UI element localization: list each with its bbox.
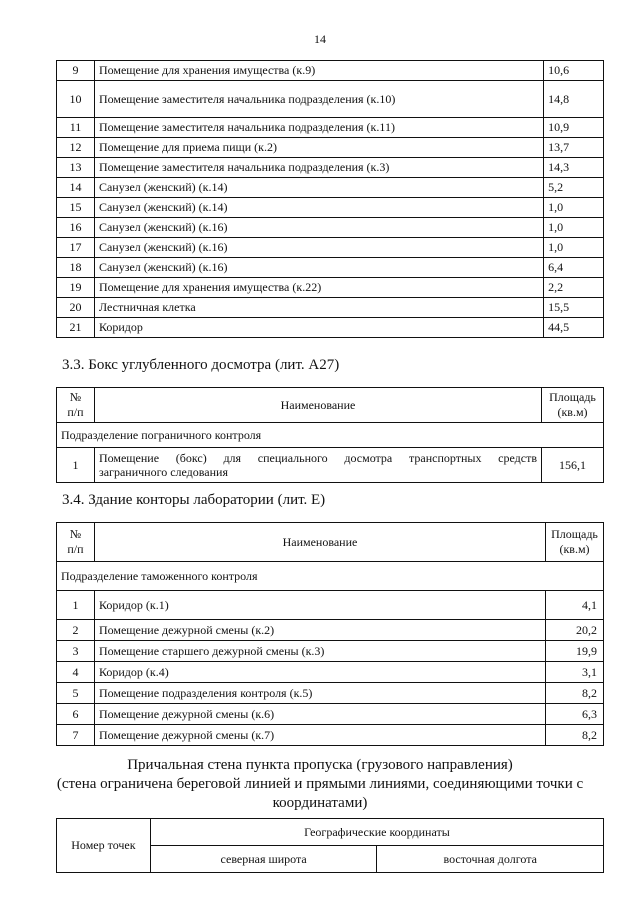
room-area: 10,6 <box>544 61 604 81</box>
table-row <box>57 158 604 178</box>
row-number: 2 <box>57 620 95 641</box>
coordinates-table <box>56 818 604 873</box>
room-area: 2,2 <box>544 278 604 298</box>
room-name: Санузел (женский) (к.16) <box>94 238 543 258</box>
room-name: Помещение старшего дежурной смены (к.3) <box>94 641 545 662</box>
room-area: 10,9 <box>544 118 604 138</box>
geo-coordinates-header: Географические координаты <box>150 819 603 846</box>
header-area: Площадь (кв.м) <box>542 388 604 423</box>
table-row <box>57 81 604 118</box>
row-number: 21 <box>57 318 95 338</box>
table-row <box>57 662 604 683</box>
room-area: 6,4 <box>544 258 604 278</box>
table-row <box>57 278 604 298</box>
room-area: 1,0 <box>544 238 604 258</box>
row-number: 17 <box>57 238 95 258</box>
room-name: Помещение подразделения контроля (к.5) <box>94 683 545 704</box>
table-row <box>57 641 604 662</box>
room-area: 5,2 <box>544 178 604 198</box>
table-row <box>57 725 604 746</box>
table-header-row <box>57 388 604 423</box>
row-number: 15 <box>57 198 95 218</box>
table-row <box>57 238 604 258</box>
room-name: Коридор (к.4) <box>94 662 545 683</box>
room-area: 14,8 <box>544 81 604 118</box>
room-name: Санузел (женский) (к.14) <box>94 178 543 198</box>
row-number: 11 <box>57 118 95 138</box>
row-number: 3 <box>57 641 95 662</box>
row-number: 5 <box>57 683 95 704</box>
room-name: Помещение дежурной смены (к.7) <box>94 725 545 746</box>
table-row <box>57 218 604 238</box>
table-row <box>57 198 604 218</box>
table-row <box>57 448 604 483</box>
row-number: 7 <box>57 725 95 746</box>
room-area: 13,7 <box>544 138 604 158</box>
berth-title-line1: Причальная стена пункта пропуска (грузового направления) <box>127 757 513 773</box>
room-name: Помещение дежурной смены (к.6) <box>94 704 545 725</box>
room-name: Санузел (женский) (к.14) <box>94 198 543 218</box>
room-name: Помещение для хранения имущества (к.22) <box>94 278 543 298</box>
header-area: Площадь (кв.м) <box>546 523 604 562</box>
row-number: 12 <box>57 138 95 158</box>
table-row <box>57 591 604 620</box>
berth-wall-title <box>40 756 600 813</box>
row-number: 13 <box>57 158 95 178</box>
rooms-table-continued <box>56 60 604 338</box>
table-row <box>57 61 604 81</box>
room-name: Лестничная клетка <box>94 298 543 318</box>
room-area: 19,9 <box>546 641 604 662</box>
table-row <box>57 683 604 704</box>
room-area: 1,0 <box>544 218 604 238</box>
berth-title-line3: координатами) <box>272 795 368 811</box>
room-name: Санузел (женский) (к.16) <box>94 258 543 278</box>
table-row <box>57 138 604 158</box>
room-name: Помещение заместителя начальника подразделения (к.10) <box>94 81 543 118</box>
table-row <box>57 178 604 198</box>
row-number: 10 <box>57 81 95 118</box>
room-name: Помещение для приема пищи (к.2) <box>94 138 543 158</box>
subdivision-row <box>57 423 604 448</box>
latitude-header: северная широта <box>150 846 377 873</box>
room-area: 3,1 <box>546 662 604 683</box>
table-row <box>57 298 604 318</box>
table-header-row <box>57 523 604 562</box>
row-number: 1 <box>57 591 95 620</box>
subdivision-label: Подразделение таможенного контроля <box>57 562 604 591</box>
row-number: 16 <box>57 218 95 238</box>
table-header-row <box>57 819 604 846</box>
subdivision-row <box>57 562 604 591</box>
row-number: 4 <box>57 662 95 683</box>
row-number: 6 <box>57 704 95 725</box>
header-name: Наименование <box>94 523 545 562</box>
row-number: 19 <box>57 278 95 298</box>
room-name: Помещение заместителя начальника подразделения (к.11) <box>94 118 543 138</box>
row-number: 14 <box>57 178 95 198</box>
room-area: 15,5 <box>544 298 604 318</box>
room-name: Помещение для хранения имущества (к.9) <box>94 61 543 81</box>
row-number: 18 <box>57 258 95 278</box>
points-header: Номер точек <box>57 819 151 873</box>
room-name: Коридор <box>94 318 543 338</box>
longitude-header: восточная долгота <box>377 846 604 873</box>
room-area: 20,2 <box>546 620 604 641</box>
header-num: № п/п <box>57 388 95 423</box>
page-number: 14 <box>314 32 326 46</box>
table-row <box>57 318 604 338</box>
room-area: 1,0 <box>544 198 604 218</box>
row-number: 20 <box>57 298 95 318</box>
header-name: Наименование <box>94 388 541 423</box>
room-area: 4,1 <box>546 591 604 620</box>
section-heading-3-4: 3.4. Здание конторы лаборатории (лит. Е) <box>62 492 326 508</box>
room-area: 8,2 <box>546 725 604 746</box>
inspection-box-table <box>56 387 604 483</box>
room-area: 156,1 <box>542 448 604 483</box>
room-area: 8,2 <box>546 683 604 704</box>
berth-title-line2: (стена ограничена береговой линией и прямыми линиями, соединяющими точки с <box>56 776 584 792</box>
room-name: Коридор (к.1) <box>94 591 545 620</box>
table-row <box>57 704 604 725</box>
table-row <box>57 118 604 138</box>
row-number: 9 <box>57 61 95 81</box>
room-area: 14,3 <box>544 158 604 178</box>
section-heading-3-3: 3.3. Бокс углубленного досмотра (лит. А27) <box>62 357 340 373</box>
table-row <box>57 620 604 641</box>
lab-office-table <box>56 522 604 746</box>
table-row <box>57 258 604 278</box>
subdivision-label: Подразделение пограничного контроля <box>57 423 604 448</box>
room-name: Санузел (женский) (к.16) <box>94 218 543 238</box>
room-area: 6,3 <box>546 704 604 725</box>
header-num: № п/п <box>57 523 95 562</box>
room-name: Помещение заместителя начальника подразделения (к.3) <box>94 158 543 178</box>
room-name: Помещение (бокс) для специального досмотра транспортных средств заграничного следования <box>94 448 541 483</box>
room-name: Помещение дежурной смены (к.2) <box>94 620 545 641</box>
room-area: 44,5 <box>544 318 604 338</box>
row-number: 1 <box>57 448 95 483</box>
